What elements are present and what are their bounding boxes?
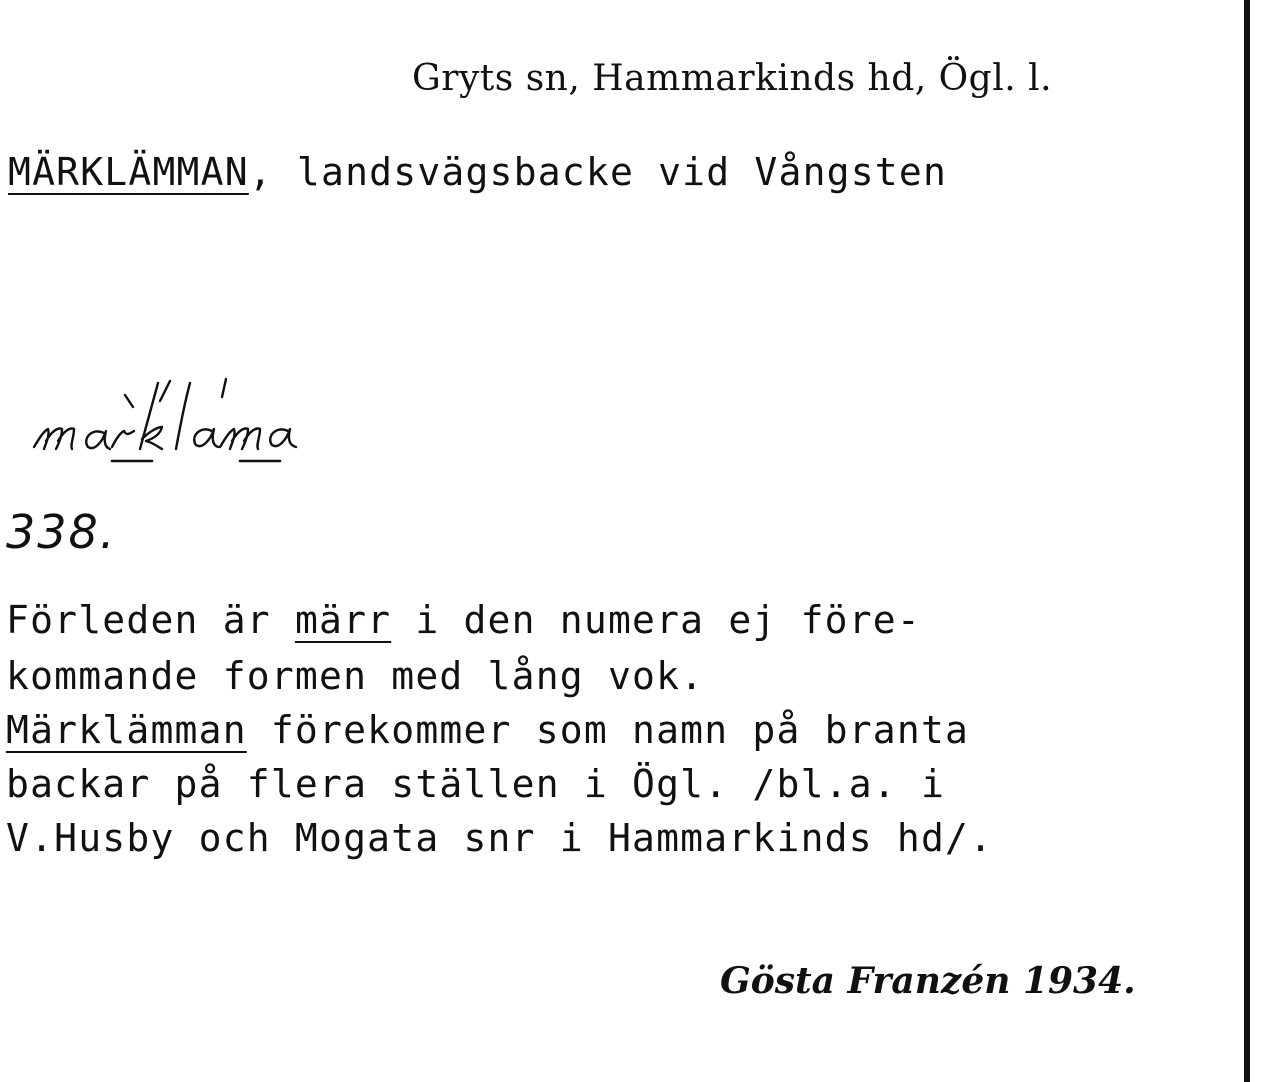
body-line-1-text-b: i den numera ej före-: [391, 598, 921, 642]
headword: MÄRKLÄMMAN: [8, 150, 249, 194]
headword-comma: ,: [248, 150, 273, 194]
body-line-3-underlined: Märklämman: [6, 708, 247, 752]
location-header: Gryts sn, Hammarkinds hd, Ögl. l.: [412, 58, 1053, 99]
entry-number: 338.: [6, 505, 117, 559]
headword-description: landsvägsbacke vid Vångsten: [272, 150, 948, 194]
body-line-1-underlined: märr: [294, 598, 392, 642]
body-line-1-text-a: Förleden är: [6, 598, 295, 642]
body-line-5: V.Husby och Mogata snr i Hammarkinds hd/.: [6, 816, 994, 860]
body-line-3-text: förekommer som namn på branta: [246, 708, 970, 752]
handwritten-pronunciation: [30, 365, 460, 475]
card-edge-border: [1244, 0, 1250, 1082]
body-line-4: backar på flera ställen i Ögl. /bl.a. i: [6, 762, 946, 806]
body-line-2: kommande formen med lång vok.: [6, 654, 705, 698]
body-line-3: [6, 708, 969, 752]
body-line-1: [6, 598, 921, 642]
entry-title-line: [8, 150, 947, 194]
signature: Gösta Franzén 1934.: [720, 960, 1136, 1002]
